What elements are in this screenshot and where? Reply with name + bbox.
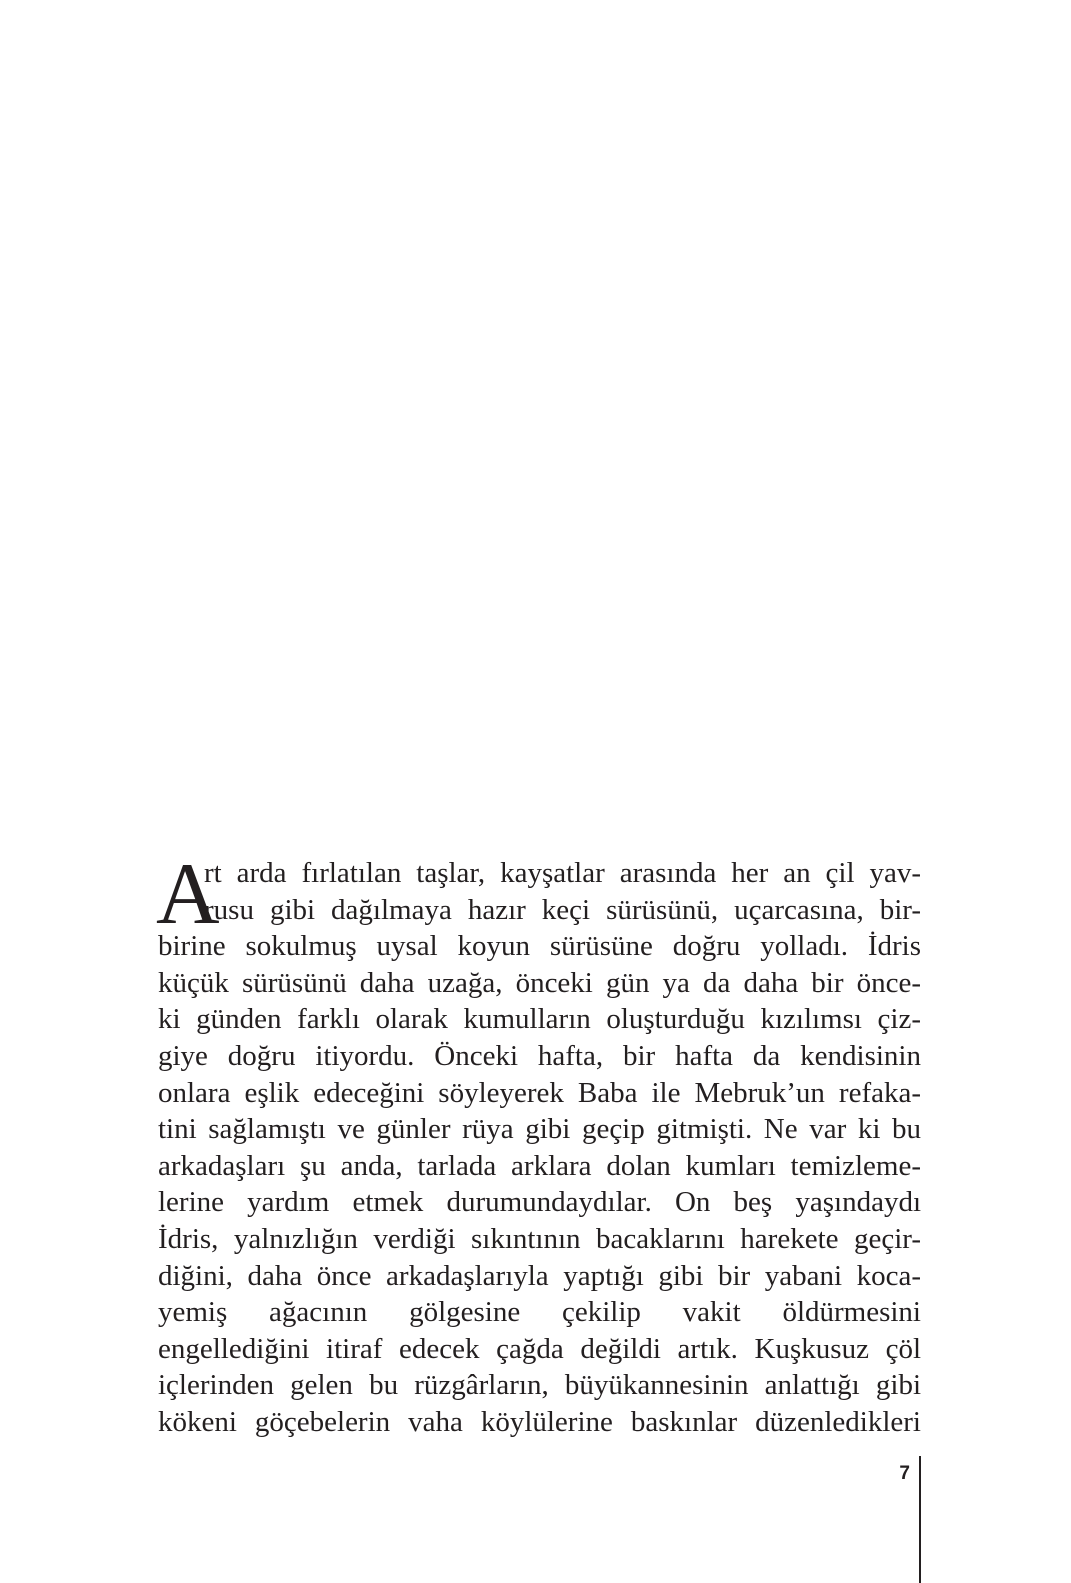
body-paragraph	[156, 846, 921, 1441]
text-line: birine sokulmuş uysal koyun sürüsüne doğru yolladı. İdris	[158, 930, 921, 963]
text-line: içlerinden gelen bu rüzgârların, büyükannesinin anlattığı gibi	[158, 1369, 921, 1402]
margin-rule-divider	[919, 1456, 921, 1583]
text-line: yemiş ağacının gölgesine çekilip vakit öldürmesini	[158, 1296, 921, 1329]
text-line: arkadaşları şu anda, tarlada arklara dolan kumları temizleme-	[158, 1149, 921, 1182]
text-line: İdris, yalnızlığın verdiği sıkıntının bacaklarını harekete geçir-	[158, 1222, 921, 1255]
drop-cap-letter: A	[156, 846, 220, 943]
text-line: ki günden farklı olarak kumulların oluşturduğu kızılımsı çiz-	[158, 1003, 921, 1036]
page-number: 7	[899, 1463, 910, 1484]
text-line: küçük sürüsünü daha uzağa, önceki gün ya da daha bir önce-	[158, 966, 921, 999]
text-line: lerine yardım etmek durumundaydılar. On beş yaşındaydı	[158, 1186, 921, 1219]
text-line: rusu gibi dağılmaya hazır keçi sürüsünü, uçarcasına, bir-	[204, 893, 921, 926]
text-line: giye doğru itiyordu. Önceki hafta, bir hafta da kendisinin	[158, 1039, 921, 1072]
text-line: tini sağlamıştı ve günler rüya gibi geçip gitmişti. Ne var ki bu	[158, 1113, 921, 1146]
text-line: diğini, daha önce arkadaşlarıyla yaptığı gibi bir yabani koca-	[158, 1259, 921, 1292]
text-line: kökeni göçebelerin vaha köylülerine baskınlar düzenledikleri	[158, 1405, 921, 1438]
text-line: engellediğini itiraf edecek çağda değildi artık. Kuşkusuz çöl	[158, 1332, 921, 1365]
text-line: onlara eşlik edeceğini söyleyerek Baba ile Mebruk’un refaka-	[158, 1076, 921, 1109]
text-line: rt arda fırlatılan taşlar, kayşatlar arasında her an çil yav-	[204, 857, 921, 889]
